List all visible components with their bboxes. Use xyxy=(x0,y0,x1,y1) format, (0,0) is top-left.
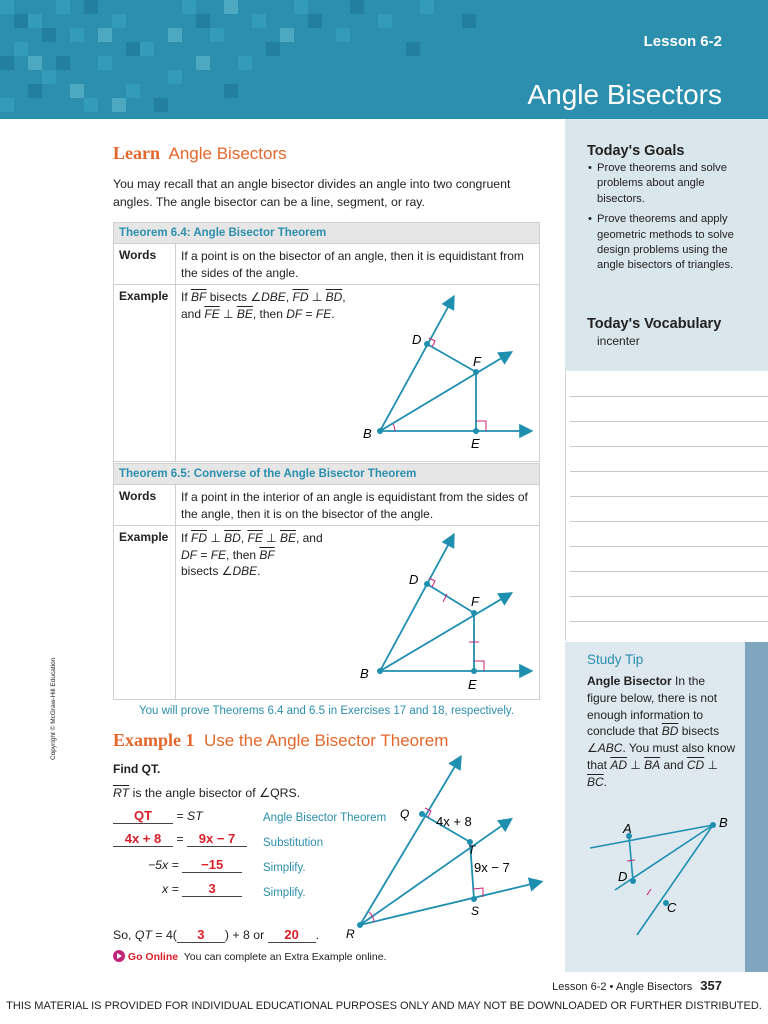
learn-label: Learn xyxy=(113,143,160,163)
theorem-example: If $\overline{BF}$ bisects ∠DBE, $\overline{FD}$ ⊥ $\overline{BD}$, and $\overline{FE}$ ⊥ $\overline{BE}$, then DF = FE. xyxy=(181,290,346,321)
label-t: T xyxy=(468,843,476,857)
disclaimer: THIS MATERIAL IS PROVIDED FOR INDIVIDUAL EDUCATIONAL PURPOSES ONLY AND MAY NOT BE DOWNLOADED OR FURTHER DISTRIBUTED. xyxy=(6,1000,762,1012)
go-online-text: You can complete an Extra Example online. xyxy=(183,951,387,963)
final-answer: So, QT = 4( 3 ) + 8 or 20 . xyxy=(113,927,320,942)
study-label-d: D xyxy=(618,869,628,884)
label-b: B xyxy=(360,666,369,681)
study-tip-term: Angle Bisector xyxy=(587,674,672,688)
label-s: S xyxy=(471,904,480,918)
page-number: 357 xyxy=(700,978,722,993)
theorem-6-4-diagram xyxy=(355,288,540,453)
label-qt-expr: 4x + 8 xyxy=(436,814,472,829)
label-e: E xyxy=(471,436,480,451)
label-f: F xyxy=(473,354,481,369)
label-q: Q xyxy=(400,807,410,821)
label-ts-expr: 9x − 7 xyxy=(474,860,510,875)
words-label: Words xyxy=(114,244,176,284)
study-tip-text: Angle Bisector In the figure below, there is not enough information to conclude that $\overline{BD}$ bisects ∠ABC. You must also know that $\overline{AD}$ ⊥ $\overline{BA}$ and $\overline{CD}$ ⊥ $\overline{BC}$. xyxy=(587,674,736,789)
label-d: D xyxy=(409,572,419,587)
study-label-c: C xyxy=(667,900,677,915)
theorem-title: Theorem 6.4: Angle Bisector Theorem xyxy=(114,223,539,243)
answer-blank: QT xyxy=(113,808,173,824)
answer-blank: 3 xyxy=(182,881,242,897)
theorem-title: Theorem 6.5: Converse of the Angle Bisector Theorem xyxy=(114,464,539,484)
study-tip-diagram xyxy=(575,815,745,945)
go-online-icon xyxy=(113,950,125,962)
label-b: B xyxy=(363,426,372,441)
answer-blank: 3 xyxy=(177,927,225,943)
goal-item: • Prove theorems and apply geometric methods to solve design problems using the angle bisectors of triangles. xyxy=(587,212,747,274)
answer-blank: −15 xyxy=(182,857,242,873)
answer-blank: 9x − 7 xyxy=(187,831,247,847)
words-label: Words xyxy=(114,485,176,525)
label-r: R xyxy=(346,927,355,941)
mosaic-decoration xyxy=(0,0,560,119)
step-reason: Simplify. xyxy=(263,862,306,874)
exercise-note: You will prove Theorems 6.4 and 6.5 in Exercises 17 and 18, respectively. xyxy=(138,705,515,717)
answer-blank: 4x + 8 xyxy=(113,831,173,847)
theorem-6-5-diagram xyxy=(355,528,540,693)
study-label-a: A xyxy=(623,821,632,836)
find-prompt: Find QT. xyxy=(113,762,161,776)
step-reason: Angle Bisector Theorem xyxy=(263,812,387,824)
study-tip-bar xyxy=(745,642,768,972)
example-1-diagram xyxy=(340,752,550,942)
example-label: Example xyxy=(114,285,176,461)
goals-heading: Today's Goals xyxy=(587,143,685,159)
go-online[interactable] xyxy=(113,950,387,963)
header-banner xyxy=(0,0,768,119)
page-title: Angle Bisectors xyxy=(527,79,722,110)
vocab-term: incenter xyxy=(597,334,640,348)
vocab-heading: Today's Vocabulary xyxy=(587,316,722,332)
given-statement: $\overline{RT}$ is the angle bisector of ∠QRS. xyxy=(113,786,301,800)
step-left: x = xyxy=(162,882,179,896)
given-text: is the angle bisector of ∠QRS. xyxy=(129,786,301,800)
example-label: Example xyxy=(114,526,176,699)
learn-intro: You may recall that an angle bisector divides an angle into two congruent angles. The angle bisector can be a line, segment, or ray. xyxy=(113,177,511,209)
example-heading xyxy=(113,730,448,751)
lesson-tag: Lesson 6-2 xyxy=(643,33,722,50)
notes-area xyxy=(565,371,768,641)
page-footer xyxy=(552,978,722,993)
theorem-words: If a point in the interior of an angle is equidistant from the sides of the angle, then it is on the bisector of the angle. xyxy=(181,490,528,521)
label-f: F xyxy=(471,594,479,609)
example-label: Example 1 xyxy=(113,730,195,750)
copyright: Copyright © McGraw-Hill Education xyxy=(50,657,57,760)
study-tip-heading: Study Tip xyxy=(587,652,644,667)
goal-item: • Prove theorems and solve problems about angle bisectors. xyxy=(587,161,747,207)
label-d: D xyxy=(412,332,422,347)
step-reason: Substitution xyxy=(263,837,324,849)
goals-list xyxy=(587,161,747,279)
example-title: Use the Angle Bisector Theorem xyxy=(203,731,449,750)
learn-heading xyxy=(113,143,287,164)
answer-blank: 20 xyxy=(268,927,316,943)
step-4 xyxy=(162,881,242,897)
theorem-example: If $\overline{FD}$ ⊥ $\overline{BD}$, $\overline{FE}$ ⊥ $\overline{BE}$, and DF = FE, then $\overline{BF}$ bisects ∠DBE. xyxy=(181,531,323,578)
step-right: = ST xyxy=(176,809,203,823)
learn-title: Angle Bisectors xyxy=(168,144,287,163)
go-online-label[interactable]: Go Online xyxy=(127,951,179,963)
step-3 xyxy=(148,857,242,873)
step-reason: Simplify. xyxy=(263,887,306,899)
study-label-b: B xyxy=(719,815,728,830)
label-e: E xyxy=(468,677,477,692)
step-left: −5x = xyxy=(148,858,179,872)
step-2: 4x + 8 = 9x − 7 xyxy=(113,831,247,847)
footer-lesson: Lesson 6-2 • Angle Bisectors xyxy=(552,981,693,993)
theorem-words: If a point is on the bisector of an angle, then it is equidistant from the sides of the angle. xyxy=(181,249,524,280)
step-1 xyxy=(113,808,203,824)
